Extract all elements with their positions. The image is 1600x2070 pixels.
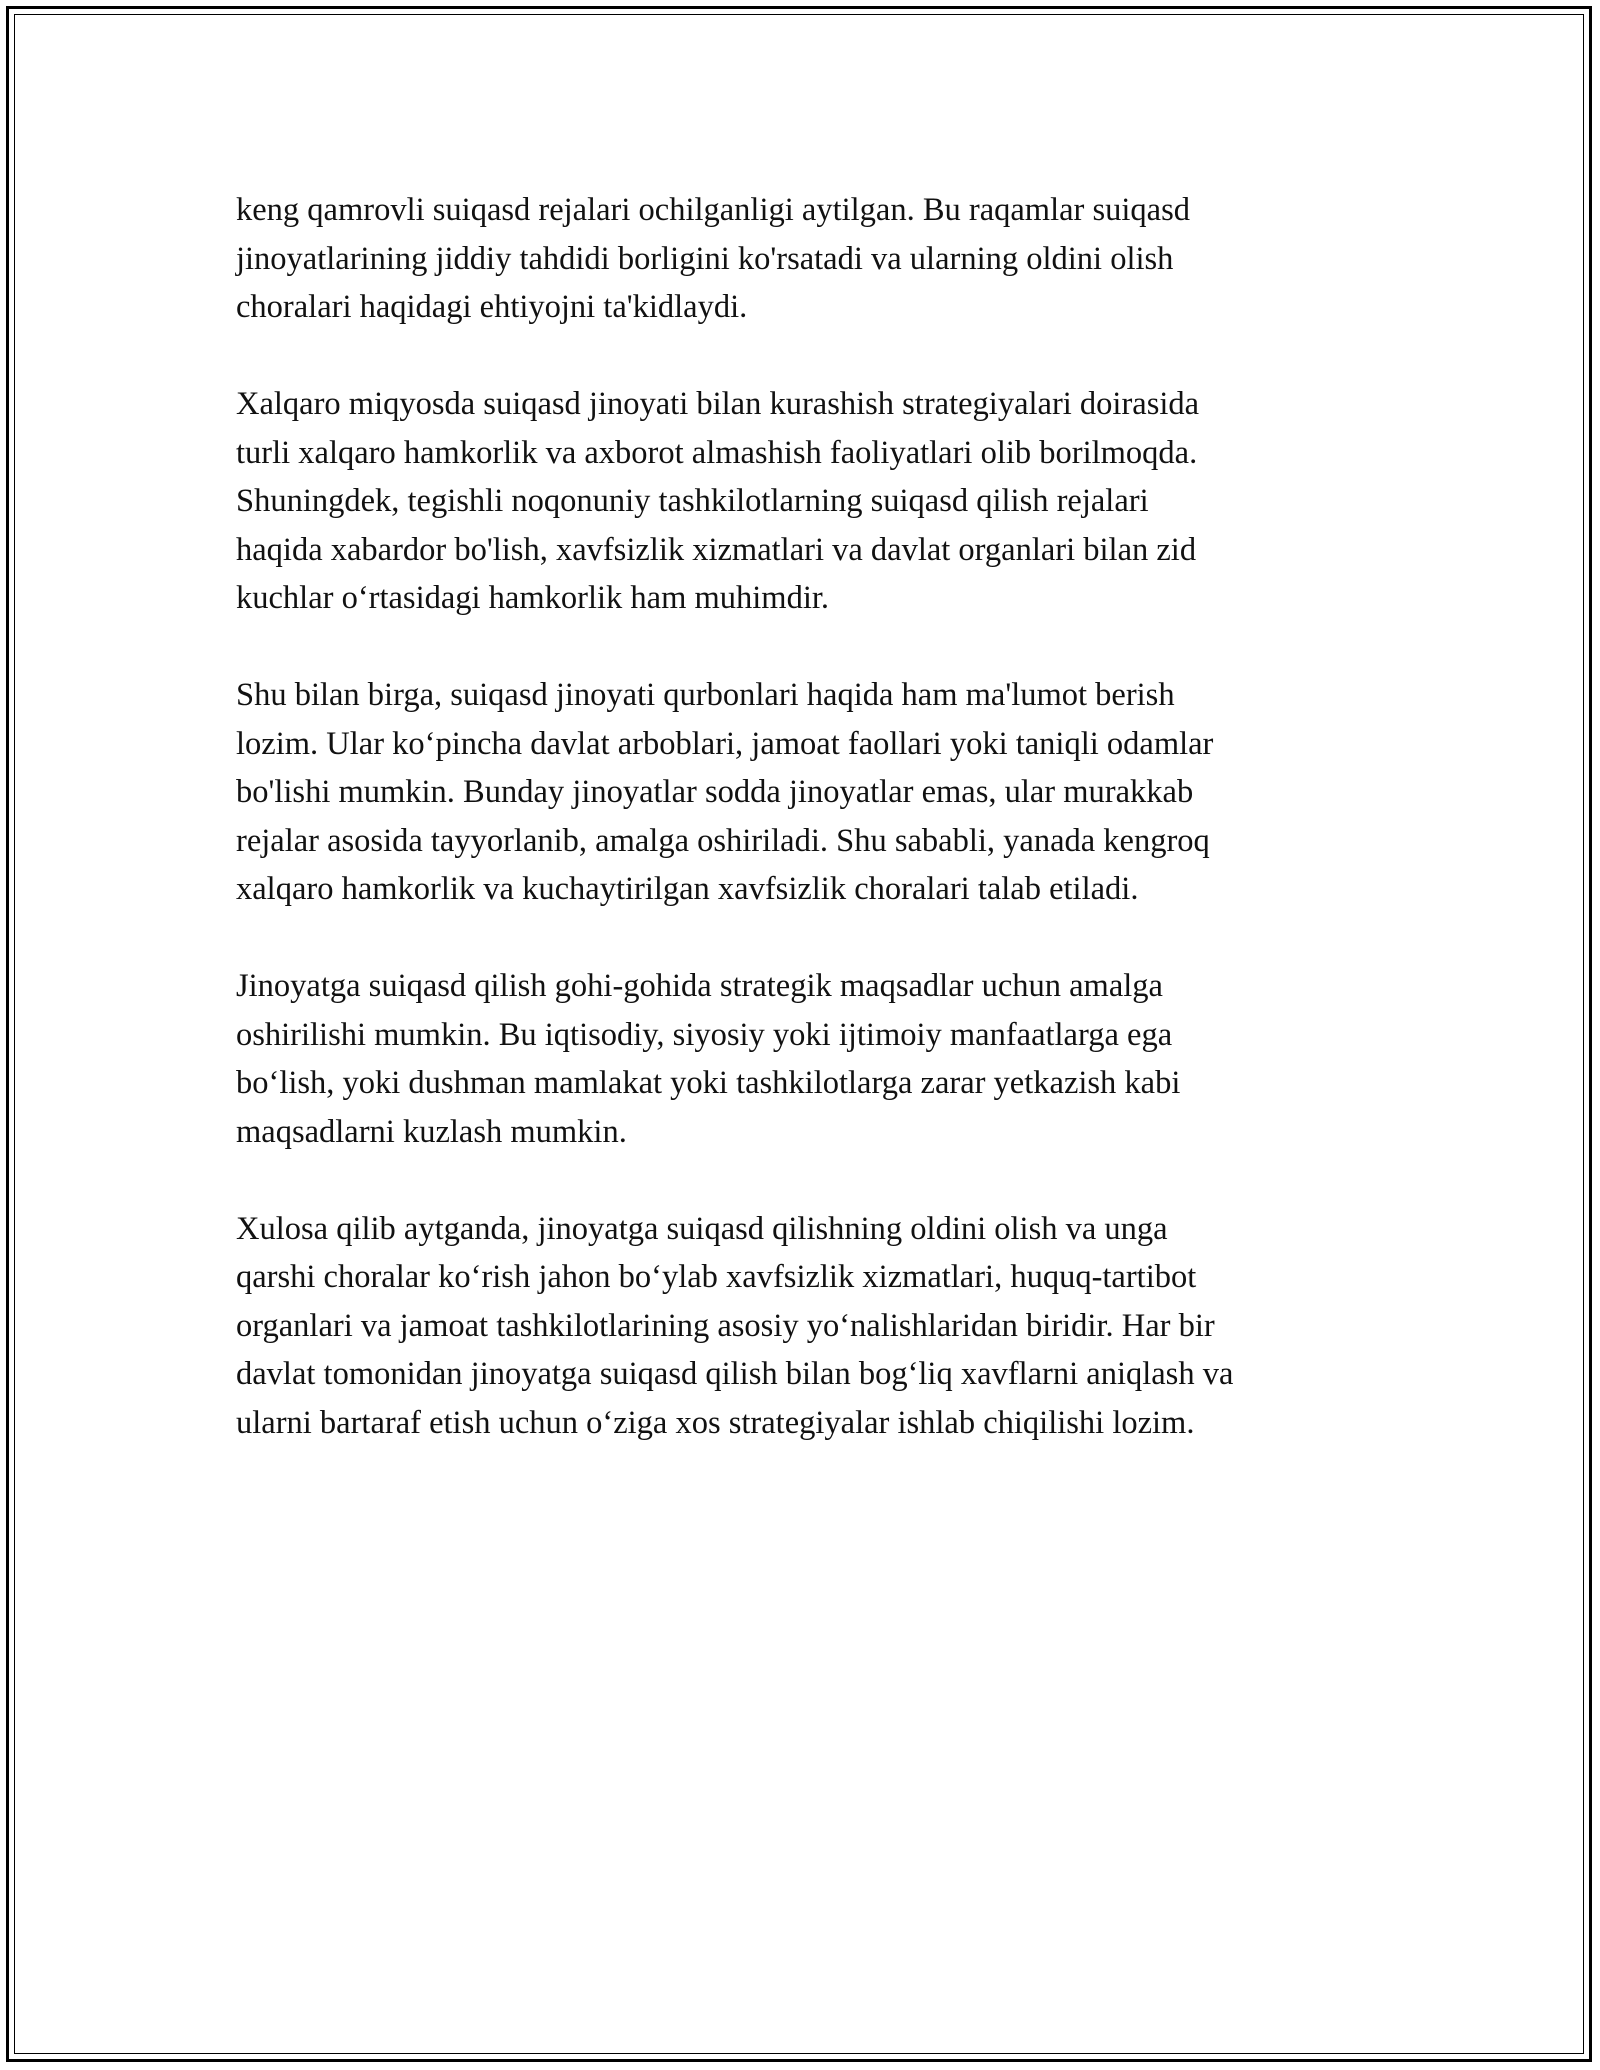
paragraph-3: Shu bilan birga, suiqasd jinoyati qurbonlari haqida ham ma'lumot berish lozim. Ular ko‘pincha davlat arboblari, jamoat faollari yoki taniqli odamlar bo'lishi mumkin. Bunday jinoyatlar sodda jinoyatlar emas, ular murakkab rejalar asosida tayyorlanib, amalga oshiriladi. Shu sababli, yanada kengroq xalqaro hamkorlik va kuchaytirilgan xavfsizlik choralari talab etiladi. (236, 677, 1214, 907)
paragraph-2: Xalqaro miqyosda suiqasd jinoyati bilan kurashish strategiyalari doirasida turli xalqaro hamkorlik va axborot almashish faoliyatlari olib borilmoqda. Shuningdek, tegishli noqonuniy tashkilotlarning suiqasd qilish rejalari haqida xabardor bo'lish, xavfsizlik xizmatlari va davlat organlari bilan zid kuchlar o‘rtasidagi hamkorlik ham muhimdir. (236, 386, 1200, 616)
paragraph-5: Xulosa qilib aytganda, jinoyatga suiqasd qilishning oldini olish va unga qarshi choralar ko‘rish jahon bo‘ylab xavfsizlik xizmatlari, huquq-tartibot organlari va jamoat tashkilotlarining asosiy yo‘nalishlaridan biridir. Har bir davlat tomonidan jinoyatga suiqasd qilish bilan bog‘liq xavflarni aniqlash va ularni bartaraf etish uchun o‘ziga xos strategiyalar ishlab chiqilishi lozim. (236, 1210, 1234, 1441)
document-body (236, 186, 1386, 1447)
paragraph-1: keng qamrovli suiqasd rejalari ochilganligi aytilgan. Bu raqamlar suiqasd jinoyatlarining jiddiy tahdidi borligini ko'rsatadi va ularning oldini olish choralari haqidagi ehtiyojni ta'kidlaydi. (236, 192, 1190, 325)
paragraph-4: Jinoyatga suiqasd qilish gohi-gohida strategik maqsadlar uchun amalga oshirilishi mumkin. Bu iqtisodiy, siyosiy yoki ijtimoiy manfaatlarga ega bo‘lish, yoki dushman mamlakat yoki tashkilotlarga zarar yetkazish kabi maqsadlarni kuzlash mumkin. (236, 968, 1181, 1150)
